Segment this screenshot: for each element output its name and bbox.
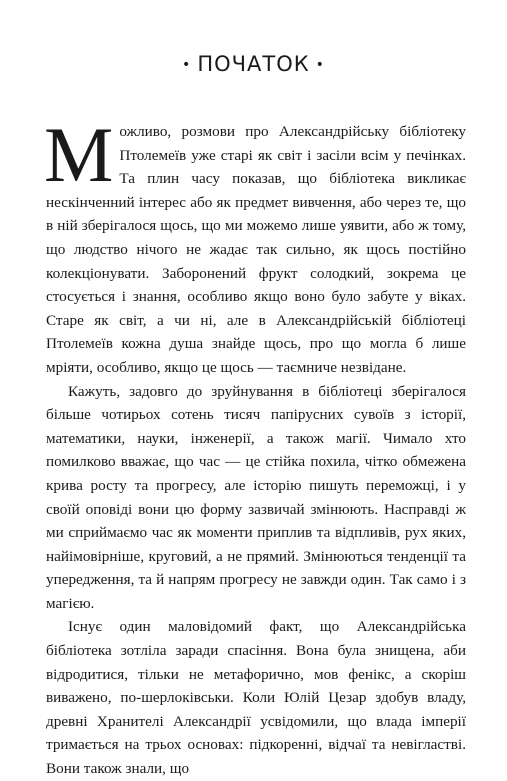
paragraph-2: Кажуть, задовго до зруйнування в бібліотеці зберігалося більше чотирьох сотень тисяч папірусних сувоїв з історії, математики, науки, інженерії, а також магії. Чимало хто помилково вважає, що час — це стійка похила, чітко обмежена крива росту та прогресу, але історію пишуть переможці, і у своїй оповіді вони цю форму зазвичай змінюють. Насправді ж ми сприймаємо час як моменти приплив та відпливів, рух яких, найімовірніше, круговий, а не прямий. Змінюються тенденції та упередження, та й напрям прогресу не завжди один. Так само і з магією. [46, 382, 466, 612]
paragraph-3: Існує один маловідомий факт, що Александрійська бібліотека зотліла заради спасіння. Вона була знищена, аби відродитися, тільки не метафорично, мов фенікс, а скоріш виважено, по-шерлоківськи. Коли Юлій Цезар здобув владу, древні Хранителі Александрії усвідомили, що влада імперії тримається на трьох основах: підкоренні, відчаї та невігластві. Вони також знали, що [46, 618, 466, 778]
chapter-title-text: ПОЧАТОК [197, 52, 310, 76]
drop-cap: М [44, 111, 114, 198]
body-text [44, 111, 466, 781]
paragraph-1-text: ожливо, розмови про Александрійську бібліотеку Птолемеїв уже старі як світ і засіли всім у печінках. Та плин часу показав, що бібліотека викликає нескінченний інтерес або як предмет вивчення, або через те, що в ній зберігалося щось, що ми можемо лише уявити, або ж тому, що людство нічого не жадає так сильно, як щось постійно колекціонувати. Заборонений фрукт солодкий, зокрема це стосується і знання, особливо якщо воно було забуте у віках. Старе як світ, а чи ні, але в Александрійській бібліотеці Птолемеїв кожна душа знайде щось, про що могла б лише мріяти, особливо, якщо це щось — таємниче незвідане. [46, 123, 466, 376]
title-bullet-right: • [315, 57, 325, 73]
title-bullet-left: • [182, 57, 192, 73]
chapter-title [0, 52, 507, 76]
paragraph-1 [44, 111, 466, 380]
